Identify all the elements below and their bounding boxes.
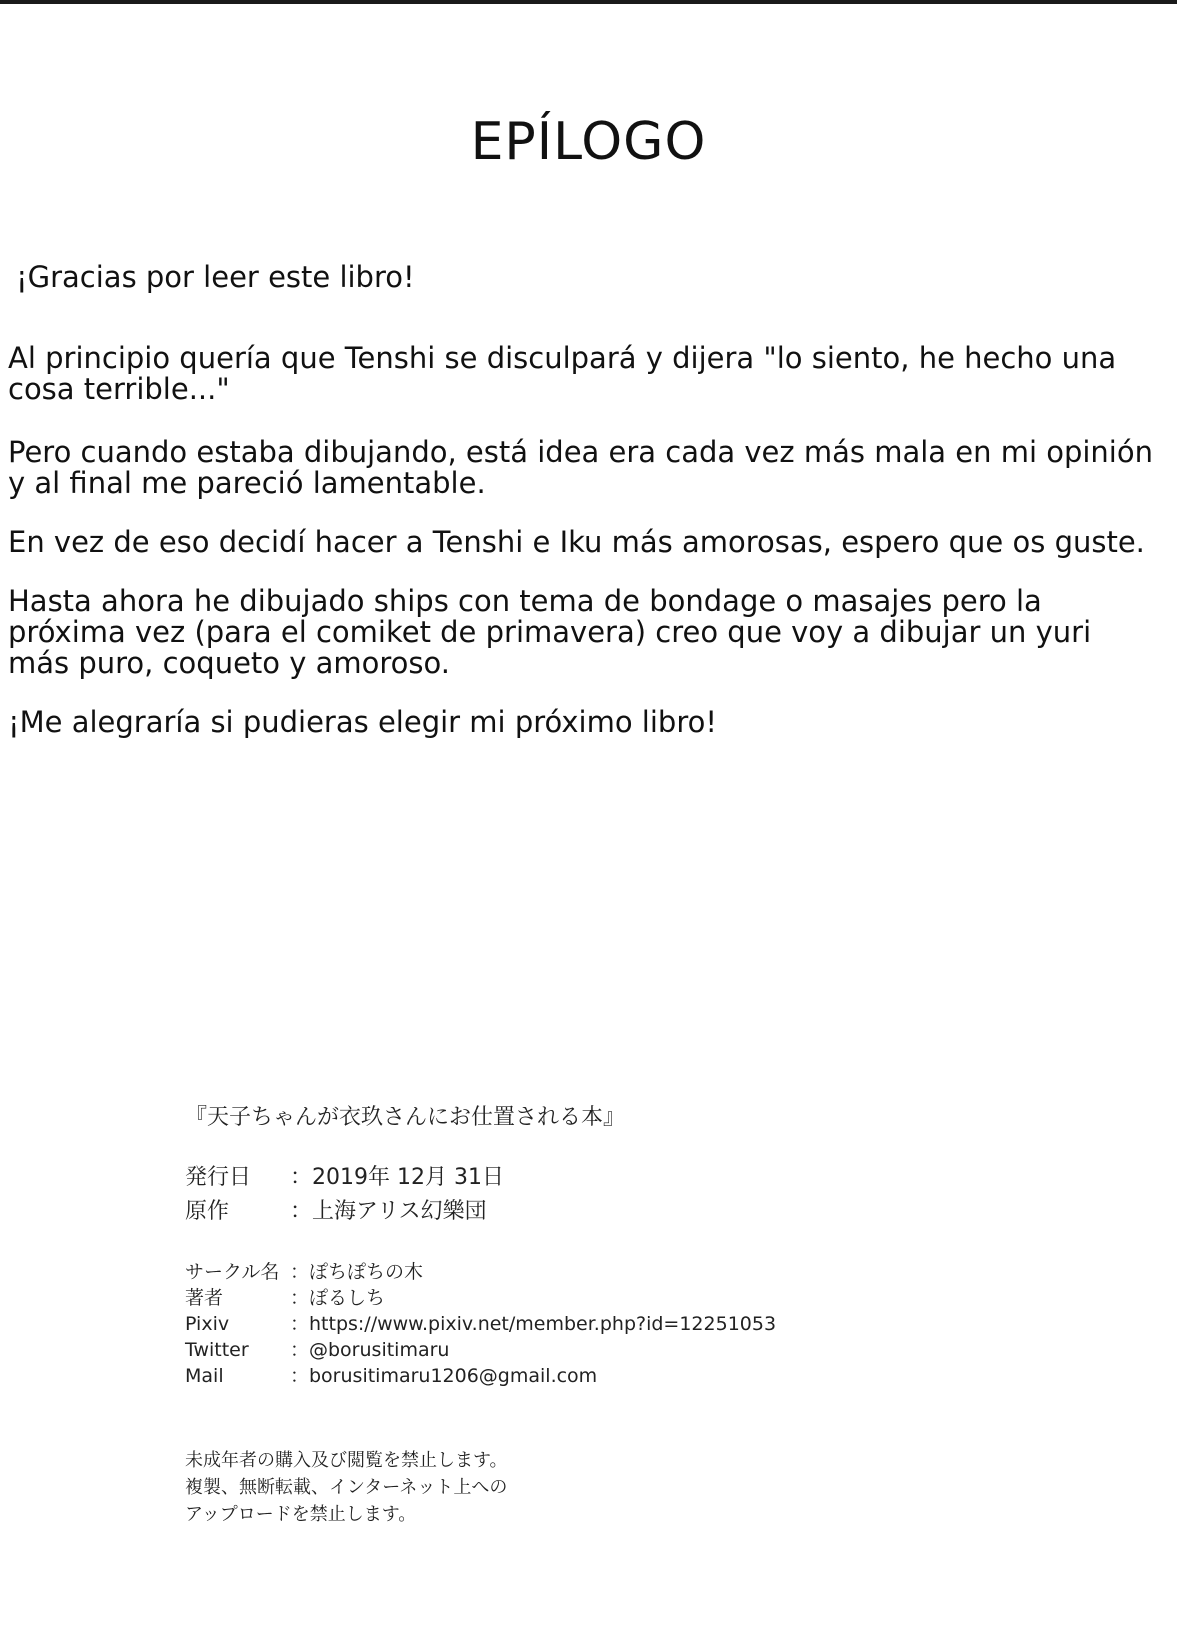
colophon xyxy=(185,1100,985,1528)
circle-label: サークル名 xyxy=(185,1261,280,1283)
paragraph-5: ¡Me alegraría si pudieras elegir mi próximo libro! xyxy=(8,705,717,739)
original-work-row xyxy=(185,1195,985,1229)
paragraph-3: En vez de eso decidí hacer a Tenshi e Iku más amorosas, espero que os guste. xyxy=(8,525,1145,559)
pixiv-row xyxy=(185,1311,985,1337)
epilogue-text xyxy=(8,262,1158,738)
book-title: 『天子ちゃんが衣玖さんにお仕置される本』 xyxy=(185,1105,626,1130)
twitter-row xyxy=(185,1337,985,1363)
circle-row xyxy=(185,1259,985,1285)
contact-info xyxy=(185,1259,985,1389)
publish-date-row xyxy=(185,1161,985,1195)
paragraph-2: Pero cuando estaba dibujando, está idea era cada vez más mala en mi opinión y al final me pareció lamentable. xyxy=(8,435,1153,500)
original-work-label: 原作 xyxy=(185,1199,230,1224)
top-border xyxy=(0,0,1177,4)
notice-line-3: アップロードを禁止します。 xyxy=(185,1504,417,1525)
copyright-notice xyxy=(185,1447,985,1528)
page-title: EPÍLOGO xyxy=(470,112,707,172)
twitter-handle: ：@borusitimaru xyxy=(290,1339,450,1361)
pixiv-link: ：https://www.pixiv.net/member.php?id=12251053 xyxy=(290,1313,777,1335)
mail-row xyxy=(185,1363,985,1389)
greeting-paragraph: ¡Gracias por leer este libro! xyxy=(16,260,415,294)
mail-label: Mail xyxy=(185,1365,224,1387)
mail-address: ：borusitimaru1206@gmail.com xyxy=(290,1365,598,1387)
notice-line-2: 複製、無断転載、インターネット上への xyxy=(185,1477,508,1498)
author-row xyxy=(185,1285,985,1311)
paragraph-1: Al principio quería que Tenshi se disculpará y dijera "lo siento, he hecho una cosa terrible..." xyxy=(8,341,1117,406)
pixiv-label: Pixiv xyxy=(185,1313,230,1335)
publication-info xyxy=(185,1161,985,1229)
publish-date-label: 発行日 xyxy=(185,1165,252,1190)
circle-value: ：ぽちぽちの木 xyxy=(290,1261,424,1283)
notice-line-1: 未成年者の購入及び閲覧を禁止します。 xyxy=(185,1450,508,1471)
publish-date-value: ：2019年 12月 31日 xyxy=(290,1165,504,1190)
paragraph-4: Hasta ahora he dibujado ships con tema de bondage o masajes pero la próxima vez (para el comiket de primavera) creo que voy a dibujar un yuri más puro, coqueto y amoroso. xyxy=(8,584,1092,680)
original-work-value: ：上海アリス幻樂団 xyxy=(290,1199,487,1224)
author-label: 著者 xyxy=(185,1287,224,1309)
twitter-label: Twitter xyxy=(185,1339,249,1361)
author-value: ：ぽるしち xyxy=(290,1287,386,1309)
